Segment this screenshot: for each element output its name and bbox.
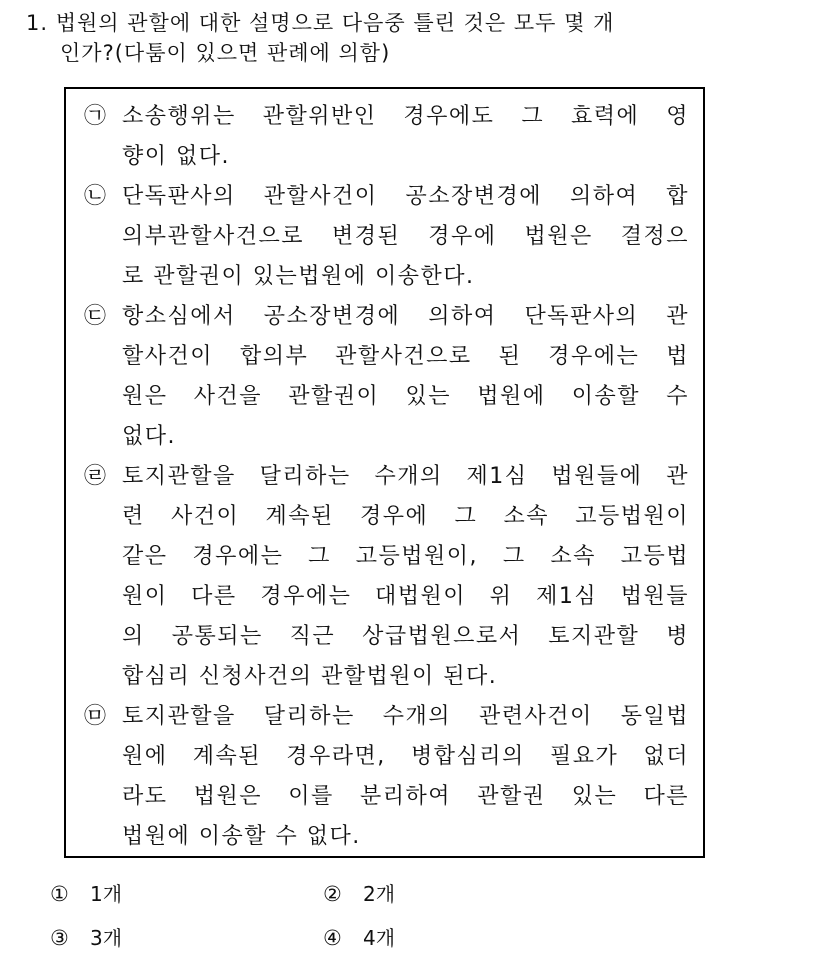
statement-marker: ㉠ [84, 104, 108, 129]
statement-text: 같은 경우에는 그 고등법원이, 그 소속 고등법 [122, 544, 689, 569]
statement-text: 라도 법원은 이를 분리하여 관할권 있는 다른 [122, 784, 689, 809]
statement-text: 할사건이 합의부 관할사건으로 된 경우에는 법 [122, 344, 689, 369]
statement-marker: ㉣ [84, 464, 108, 489]
choice-label: 3개 [90, 926, 123, 950]
question-line-2: 인가?(다툼이 있으면 판례에 의함) [60, 41, 391, 65]
choice-4[interactable] [323, 916, 596, 960]
statement-text: 토지관할을 달리하는 수개의 관련사건이 동일법 [122, 704, 689, 729]
choice-number: ③ [50, 926, 69, 950]
statement-a [84, 97, 689, 177]
statement-b [84, 177, 689, 297]
statement-text: 소송행위는 관할위반인 경우에도 그 효력에 영 [122, 104, 689, 129]
choice-number: ② [323, 882, 342, 906]
statement-e [84, 697, 689, 857]
statement-text: 련 사건이 계속된 경우에 그 소속 고등법원이 [122, 504, 689, 529]
choice-number: ④ [323, 926, 342, 950]
choice-1[interactable] [50, 872, 323, 916]
answer-choices [50, 872, 750, 960]
statement-list [84, 97, 689, 857]
statement-marker: ㉤ [84, 704, 108, 729]
statement-text: 의 공통되는 직근 상급법원으로서 토지관할 병 [122, 624, 689, 649]
statement-text: 법원에 이송할 수 없다. [122, 824, 361, 849]
question-line-1: 1. 법원의 관할에 대한 설명으로 다음중 틀린 것은 모두 몇 개 [26, 11, 615, 35]
statement-text: 단독판사의 관할사건이 공소장변경에 의하여 합 [122, 184, 689, 209]
choice-number: ① [50, 882, 69, 906]
question-stem [26, 8, 786, 68]
statement-marker: ㉡ [84, 184, 108, 209]
statement-marker: ㉢ [84, 304, 108, 329]
choice-label: 2개 [363, 882, 396, 906]
statement-text: 로 관할권이 있는법원에 이송한다. [122, 264, 475, 289]
statement-text: 원은 사건을 관할권이 있는 법원에 이송할 수 [122, 384, 689, 409]
choice-3[interactable] [50, 916, 323, 960]
statement-d [84, 457, 689, 697]
statement-text: 원이 다른 경우에는 대법원이 위 제1심 법원들 [122, 584, 689, 609]
choice-label: 1개 [90, 882, 123, 906]
choice-label: 4개 [363, 926, 396, 950]
statements-box [64, 87, 705, 858]
statement-text: 없다. [122, 424, 176, 449]
statement-c [84, 297, 689, 457]
statement-text: 토지관할을 달리하는 수개의 제1심 법원들에 관 [122, 464, 689, 489]
statement-text: 원에 계속된 경우라면, 병합심리의 필요가 없더 [122, 744, 689, 769]
statement-text: 의부관할사건으로 변경된 경우에 법원은 결정으 [122, 224, 689, 249]
statement-text: 향이 없다. [122, 144, 230, 169]
statement-text: 합심리 신청사건의 관할법원이 된다. [122, 664, 498, 689]
statement-text: 항소심에서 공소장변경에 의하여 단독판사의 관 [122, 304, 689, 329]
choice-2[interactable] [323, 872, 596, 916]
